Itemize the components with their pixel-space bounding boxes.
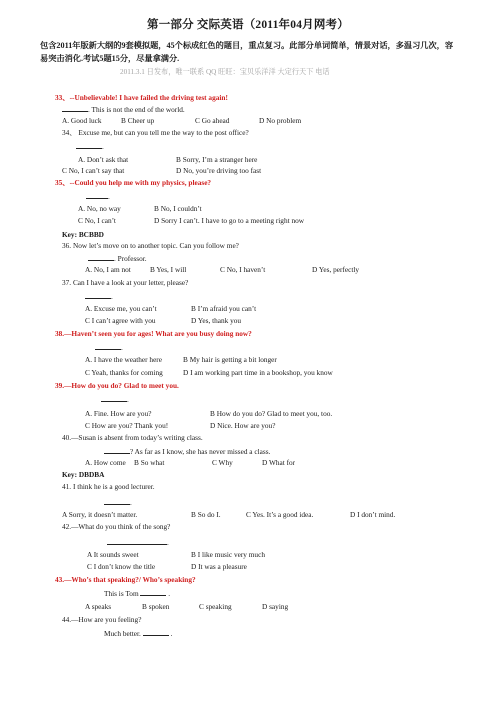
question-41: 41. I think he is a good lecturer. bbox=[62, 482, 155, 491]
option-d: D It was a pleasure bbox=[191, 562, 247, 571]
option-b: B My hair is getting a bit longer bbox=[183, 355, 277, 364]
option-d: D No problem bbox=[259, 116, 302, 125]
question-44-answer-line: Much better. . bbox=[104, 629, 173, 638]
answer-key: Key: BCBBD bbox=[62, 230, 104, 239]
option-d: D Yes, thank you bbox=[191, 316, 242, 325]
option-a: A. I have the weather here bbox=[85, 355, 162, 364]
option-d: D No, you’re driving too fast bbox=[176, 166, 262, 175]
option-a: A. How come bbox=[85, 458, 126, 467]
intro-paragraph: 包含2011年版新大纲的9套模拟题，45个标成红色的题目，重点复习。此部分单词简单，情景对话，多温习几次，容易突击消化.考试5题15分，尽量拿满分. bbox=[40, 41, 454, 63]
option-d: D Nice. How are you? bbox=[210, 421, 276, 430]
option-b: B Cheer up bbox=[121, 116, 155, 125]
option-a: A Sorry, it doesn’t matter. bbox=[62, 510, 138, 519]
question-38-answer-line: . bbox=[95, 342, 123, 352]
answer-blank bbox=[85, 291, 111, 299]
answer-blank bbox=[88, 253, 114, 261]
option-c: C No, I can’t bbox=[78, 216, 116, 225]
option-c: C No, I haven’t bbox=[220, 265, 266, 274]
question-38: 38.—Haven’t seen you for ages! What are you busy doing now? bbox=[55, 329, 252, 338]
answer-blank bbox=[104, 497, 130, 505]
answer-blank bbox=[140, 588, 166, 596]
question-43-answer-line: This is Tom . bbox=[104, 589, 171, 598]
option-a: A. Fine. How are you? bbox=[85, 409, 152, 418]
question-35: 35、--Could you help me with my physics, please? bbox=[55, 178, 212, 187]
answer-blank bbox=[95, 342, 121, 350]
question-42-answer-line: . bbox=[107, 537, 169, 547]
publish-meta-line: 2011.3.1 日发布，唯一联系 QQ 旺旺：宝贝乐洋洋 大定行天下 电话 bbox=[120, 68, 330, 76]
option-c: C Why bbox=[212, 458, 233, 467]
option-b: B So do I. bbox=[191, 510, 221, 519]
option-d: D I am working part time in a bookshop, you know bbox=[183, 368, 333, 377]
question-36: 36. Now let’s move on to another topic. Can you follow me? bbox=[62, 241, 239, 250]
question-36-answer-line: . Professor. bbox=[88, 253, 147, 263]
question-40-answer-line: ? As far as I know, she has never missed a class. bbox=[104, 446, 270, 456]
answer-blank bbox=[62, 104, 88, 112]
option-b: B No, I couldn’t bbox=[154, 204, 202, 213]
question-37: 37. Can I have a look at your letter, please? bbox=[62, 278, 189, 287]
option-a: A. Don’t ask that bbox=[78, 155, 129, 164]
option-c: C No, I can’t say that bbox=[62, 166, 125, 175]
option-d: D Sorry I can’t. I have to go to a meeting right now bbox=[154, 216, 305, 225]
option-c: C Yeah, thanks for coming bbox=[85, 368, 163, 377]
question-33-answer-line: . This is not the end of the world. bbox=[62, 104, 185, 114]
question-43: 43.—Who’s that speaking?/ Who’s speaking? bbox=[55, 575, 196, 584]
question-33: 33、--Unbelievable! I have failed the driving test again! bbox=[55, 93, 228, 102]
option-c: C speaking bbox=[199, 602, 232, 611]
answer-blank bbox=[143, 628, 169, 636]
option-a: A speaks bbox=[85, 602, 112, 611]
answer-blank bbox=[107, 537, 167, 545]
option-b: B So what bbox=[134, 458, 165, 467]
answer-blank bbox=[86, 191, 108, 199]
option-a: A. Good luck bbox=[62, 116, 102, 125]
option-b: B Yes, I will bbox=[150, 265, 187, 274]
option-a: A. Excuse me, you can’t bbox=[85, 304, 157, 313]
option-c: C I can’t agree with you bbox=[85, 316, 156, 325]
answer-blank bbox=[76, 141, 102, 149]
question-40: 40.—Susan is absent from today’s writing class. bbox=[62, 433, 203, 442]
option-c: C How are you? Thank you! bbox=[85, 421, 169, 430]
question-39: 39.—How do you do? Glad to meet you. bbox=[55, 381, 179, 390]
option-b: B Sorry, I’m a stranger here bbox=[176, 155, 258, 164]
option-b: B How do you do? Glad to meet you, too. bbox=[210, 409, 333, 418]
question-35-answer-line: . bbox=[86, 191, 110, 201]
option-d: D I don’t mind. bbox=[350, 510, 396, 519]
answer-blank bbox=[104, 446, 130, 454]
question-34: 34、 Excuse me, but can you tell me the way to the post office? bbox=[62, 128, 249, 137]
option-c: C Go ahead bbox=[195, 116, 230, 125]
question-44: 44.—How are you feeling? bbox=[62, 615, 142, 624]
question-42: 42.—What do you think of the song? bbox=[62, 522, 171, 531]
option-c: C Yes. It’s a good idea. bbox=[246, 510, 314, 519]
answer-blank bbox=[101, 394, 127, 402]
question-41-answer-line: . bbox=[104, 497, 132, 507]
option-a: A. No, I am not bbox=[85, 265, 131, 274]
option-b: B spoken bbox=[142, 602, 170, 611]
option-d: D Yes, perfectly bbox=[312, 265, 360, 274]
option-a: A. No, no way bbox=[78, 204, 121, 213]
option-d: D What for bbox=[262, 458, 296, 467]
question-39-answer-line: . bbox=[101, 394, 129, 404]
question-37-answer-line: . bbox=[85, 291, 113, 301]
option-d: D saying bbox=[262, 602, 289, 611]
question-34-answer-line: . bbox=[76, 141, 104, 151]
option-c: C I don’t know the title bbox=[87, 562, 156, 571]
option-b: B I’m afraid you can’t bbox=[191, 304, 257, 313]
option-b: B I like music very much bbox=[191, 550, 265, 559]
page-title: 第一部分 交际英语（2011年04月网考） bbox=[147, 19, 349, 31]
answer-key: Key: DBDBA bbox=[62, 470, 105, 479]
option-a: A It sounds sweet bbox=[87, 550, 139, 559]
